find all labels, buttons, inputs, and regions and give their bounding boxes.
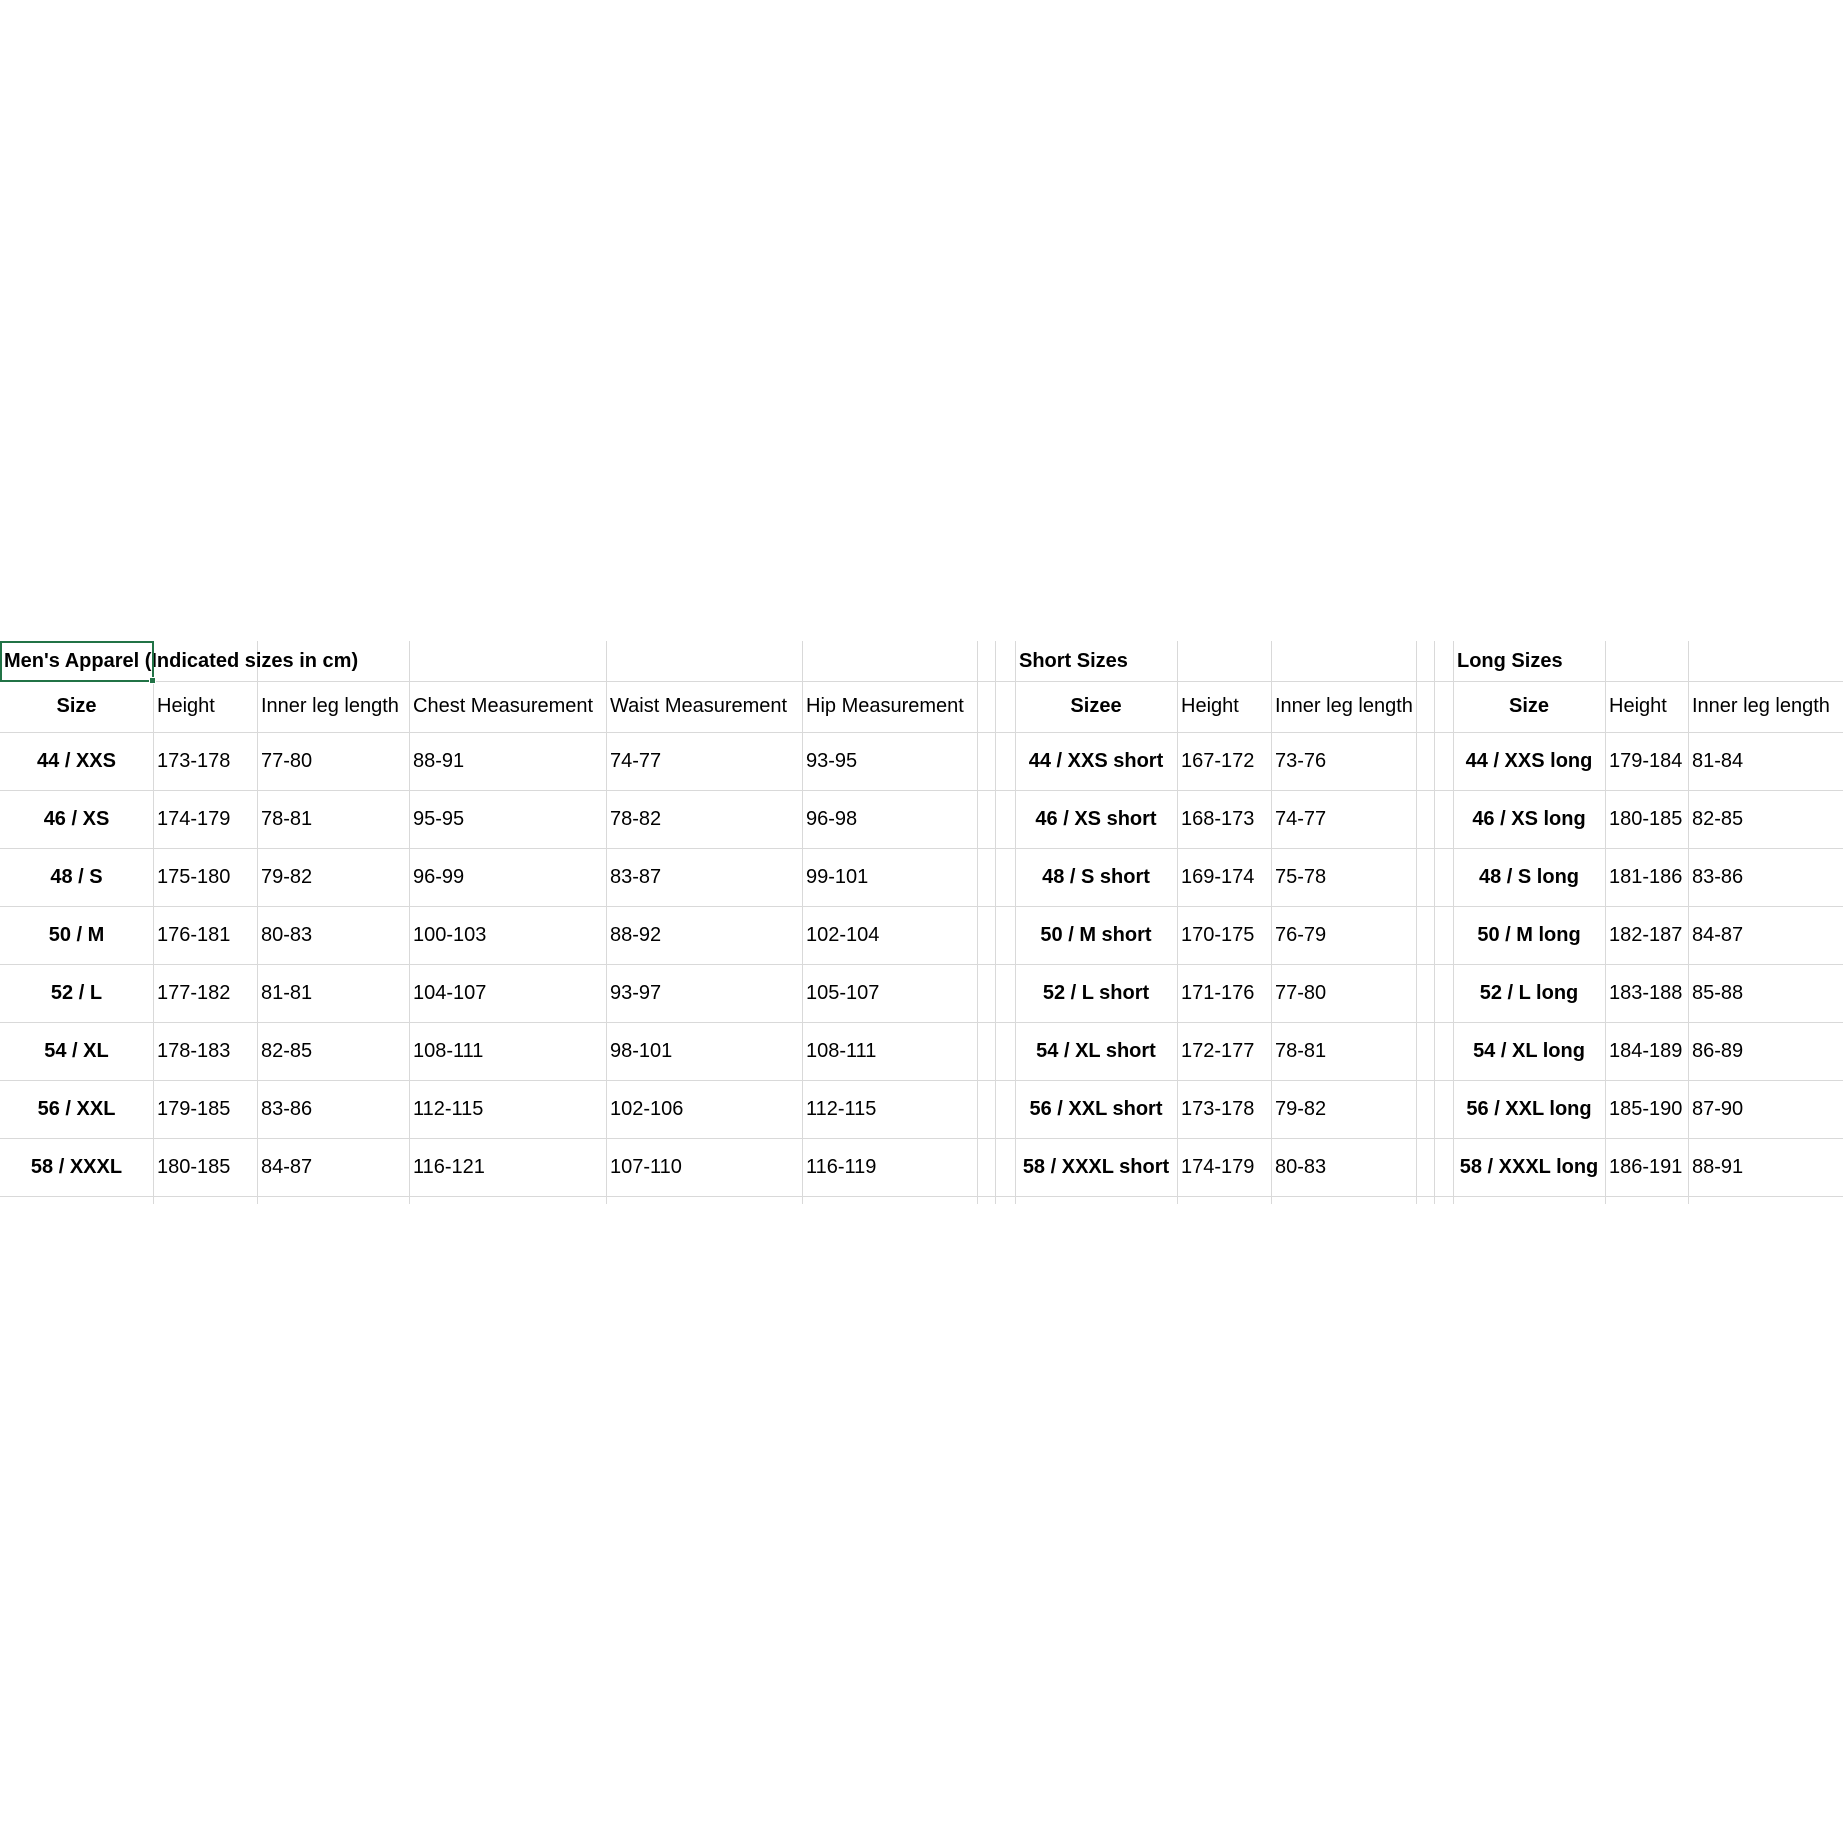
short-row-6-cell-0[interactable]: 56 / XXL short (1029, 1097, 1163, 1120)
long-row-5-cell-0[interactable]: 54 / XL long (1473, 1039, 1585, 1062)
main-row-0-cell-3[interactable]: 88-91 (413, 749, 465, 772)
main-row-1-cell-1[interactable]: 174-179 (157, 807, 231, 830)
main-row-5-cell-1[interactable]: 178-183 (157, 1039, 231, 1062)
long-row-3-cell-1[interactable]: 182-187 (1609, 923, 1683, 946)
main-row-6-cell-2[interactable]: 83-86 (261, 1097, 313, 1120)
long-row-2-cell-0[interactable]: 48 / S long (1478, 865, 1580, 888)
main-header-0[interactable]: Size (56, 695, 97, 717)
main-header-2[interactable]: Inner leg length (261, 695, 399, 717)
main-row-5-cell-0[interactable]: 54 / XL (44, 1039, 109, 1062)
main-header-1[interactable]: Height (157, 695, 215, 717)
short-row-0-cell-2[interactable]: 73-76 (1275, 749, 1327, 772)
long-row-5-cell-1[interactable]: 184-189 (1609, 1039, 1683, 1062)
main-row-2-cell-5[interactable]: 99-101 (806, 865, 869, 888)
main-section-title[interactable]: Men's Apparel (Indicated sizes in cm) (4, 649, 359, 672)
short-row-3-cell-0[interactable]: 50 / M short (1040, 923, 1152, 946)
short-row-0-cell-1[interactable]: 167-172 (1181, 749, 1255, 772)
main-row-7-cell-4[interactable]: 107-110 (610, 1155, 682, 1178)
main-row-3-cell-4[interactable]: 88-92 (610, 923, 662, 946)
short-row-3-cell-1[interactable]: 170-175 (1181, 923, 1255, 946)
main-row-5-cell-5[interactable]: 108-111 (806, 1039, 877, 1062)
main-row-0-cell-2[interactable]: 77-80 (261, 749, 313, 772)
short-row-2-cell-2[interactable]: 75-78 (1275, 865, 1327, 888)
main-row-1-cell-4[interactable]: 78-82 (610, 807, 662, 830)
short-section-title[interactable]: Short Sizes (1019, 649, 1128, 672)
main-row-6-cell-4[interactable]: 102-106 (610, 1097, 684, 1120)
main-row-3-cell-1[interactable]: 176-181 (157, 923, 231, 946)
long-row-4-cell-0[interactable]: 52 / L long (1479, 981, 1579, 1004)
main-row-6-cell-5[interactable]: 112-115 (806, 1097, 877, 1120)
long-section-title[interactable]: Long Sizes (1457, 649, 1563, 672)
long-row-4-cell-2[interactable]: 85-88 (1692, 981, 1744, 1004)
short-row-5-cell-2[interactable]: 78-81 (1275, 1039, 1327, 1062)
long-row-7-cell-0[interactable]: 58 / XXXL long (1459, 1155, 1599, 1178)
main-row-7-cell-2[interactable]: 84-87 (261, 1155, 313, 1178)
main-row-4-cell-4[interactable]: 93-97 (610, 981, 662, 1004)
long-row-2-cell-2[interactable]: 83-86 (1692, 865, 1744, 888)
main-row-2-cell-1[interactable]: 175-180 (157, 865, 231, 888)
long-row-0-cell-0[interactable]: 44 / XXS long (1465, 749, 1593, 772)
main-row-7-cell-3[interactable]: 116-121 (413, 1155, 485, 1178)
main-row-5-cell-4[interactable]: 98-101 (610, 1039, 673, 1062)
main-row-6-cell-3[interactable]: 112-115 (413, 1097, 484, 1120)
long-row-0-cell-2[interactable]: 81-84 (1692, 749, 1744, 772)
long-row-6-cell-2[interactable]: 87-90 (1692, 1097, 1744, 1120)
main-row-3-cell-2[interactable]: 80-83 (261, 923, 313, 946)
main-row-4-cell-3[interactable]: 104-107 (413, 981, 487, 1004)
main-row-3-cell-3[interactable]: 100-103 (413, 923, 487, 946)
row-gridline (0, 1196, 1843, 1197)
long-row-6-cell-1[interactable]: 185-190 (1609, 1097, 1683, 1120)
main-row-6-cell-1[interactable]: 179-185 (157, 1097, 231, 1120)
main-row-4-cell-5[interactable]: 105-107 (806, 981, 880, 1004)
long-row-1-cell-2[interactable]: 82-85 (1692, 807, 1744, 830)
column-gridline (1434, 641, 1435, 1204)
long-row-7-cell-1[interactable]: 186-191 (1609, 1155, 1683, 1178)
short-row-4-cell-1[interactable]: 171-176 (1181, 981, 1255, 1004)
short-row-1-cell-0[interactable]: 46 / XS short (1035, 807, 1157, 830)
long-row-5-cell-2[interactable]: 86-89 (1692, 1039, 1744, 1062)
main-row-0-cell-5[interactable]: 93-95 (806, 749, 858, 772)
main-row-5-cell-2[interactable]: 82-85 (261, 1039, 313, 1062)
main-row-0-cell-0[interactable]: 44 / XXS (37, 749, 116, 772)
main-header-3[interactable]: Chest Measurement (413, 695, 594, 717)
short-row-4-cell-0[interactable]: 52 / L short (1042, 981, 1150, 1004)
long-header-2[interactable]: Inner leg length (1692, 695, 1830, 717)
short-row-1-cell-1[interactable]: 168-173 (1181, 807, 1255, 830)
main-row-3-cell-5[interactable]: 102-104 (806, 923, 880, 946)
main-row-7-cell-1[interactable]: 180-185 (157, 1155, 231, 1178)
long-header-0[interactable]: Size (1508, 695, 1550, 717)
short-row-2-cell-1[interactable]: 169-174 (1181, 865, 1255, 888)
short-row-6-cell-2[interactable]: 79-82 (1275, 1097, 1327, 1120)
column-gridline (977, 641, 978, 1204)
column-gridline (995, 641, 996, 1204)
long-row-0-cell-1[interactable]: 179-184 (1609, 749, 1683, 772)
main-header-4[interactable]: Waist Measurement (610, 695, 788, 717)
main-row-1-cell-3[interactable]: 95-95 (413, 807, 465, 830)
short-row-5-cell-0[interactable]: 54 / XL short (1036, 1039, 1156, 1062)
main-row-2-cell-2[interactable]: 79-82 (261, 865, 313, 888)
long-row-2-cell-1[interactable]: 181-186 (1609, 865, 1683, 888)
long-row-1-cell-0[interactable]: 46 / XS long (1472, 807, 1586, 830)
main-row-5-cell-3[interactable]: 108-111 (413, 1039, 484, 1062)
main-row-1-cell-2[interactable]: 78-81 (261, 807, 313, 830)
main-row-1-cell-5[interactable]: 96-98 (806, 807, 858, 830)
main-row-4-cell-1[interactable]: 177-182 (157, 981, 231, 1004)
short-row-5-cell-1[interactable]: 172-177 (1181, 1039, 1255, 1062)
main-row-4-cell-0[interactable]: 52 / L (50, 981, 103, 1004)
long-row-1-cell-1[interactable]: 180-185 (1609, 807, 1683, 830)
short-row-3-cell-2[interactable]: 76-79 (1275, 923, 1327, 946)
short-row-0-cell-0[interactable]: 44 / XXS short (1028, 749, 1164, 772)
main-row-2-cell-0[interactable]: 48 / S (50, 865, 103, 888)
long-row-3-cell-2[interactable]: 84-87 (1692, 923, 1744, 946)
short-row-7-cell-2[interactable]: 80-83 (1275, 1155, 1327, 1178)
long-row-6-cell-0[interactable]: 56 / XXL long (1466, 1097, 1592, 1120)
main-row-7-cell-0[interactable]: 58 / XXXL (30, 1155, 123, 1178)
short-row-4-cell-2[interactable]: 77-80 (1275, 981, 1327, 1004)
long-row-7-cell-2[interactable]: 88-91 (1692, 1155, 1744, 1178)
long-row-4-cell-1[interactable]: 183-188 (1609, 981, 1683, 1004)
short-row-7-cell-0[interactable]: 58 / XXXL short (1022, 1155, 1170, 1178)
main-row-7-cell-5[interactable]: 116-119 (806, 1155, 877, 1178)
short-row-7-cell-1[interactable]: 174-179 (1181, 1155, 1255, 1178)
long-header-1[interactable]: Height (1609, 695, 1667, 717)
main-row-3-cell-0[interactable]: 50 / M (48, 923, 105, 946)
column-gridline (1416, 641, 1417, 1204)
short-header-1[interactable]: Height (1181, 695, 1239, 717)
main-row-0-cell-4[interactable]: 74-77 (610, 749, 662, 772)
short-header-0[interactable]: Sizee (1070, 695, 1122, 717)
short-row-2-cell-0[interactable]: 48 / S short (1042, 865, 1150, 888)
short-header-2[interactable]: Inner leg length (1275, 695, 1413, 717)
main-header-5[interactable]: Hip Measurement (806, 695, 964, 717)
main-row-2-cell-4[interactable]: 83-87 (610, 865, 662, 888)
short-row-1-cell-2[interactable]: 74-77 (1275, 807, 1327, 830)
spreadsheet-grid (0, 641, 1843, 1204)
short-row-6-cell-1[interactable]: 173-178 (1181, 1097, 1255, 1120)
main-row-1-cell-0[interactable]: 46 / XS (43, 807, 110, 830)
main-row-2-cell-3[interactable]: 96-99 (413, 865, 465, 888)
main-row-0-cell-1[interactable]: 173-178 (157, 749, 231, 772)
long-row-3-cell-0[interactable]: 50 / M long (1477, 923, 1581, 946)
main-row-4-cell-2[interactable]: 81-81 (261, 981, 313, 1004)
main-row-6-cell-0[interactable]: 56 / XXL (37, 1097, 116, 1120)
